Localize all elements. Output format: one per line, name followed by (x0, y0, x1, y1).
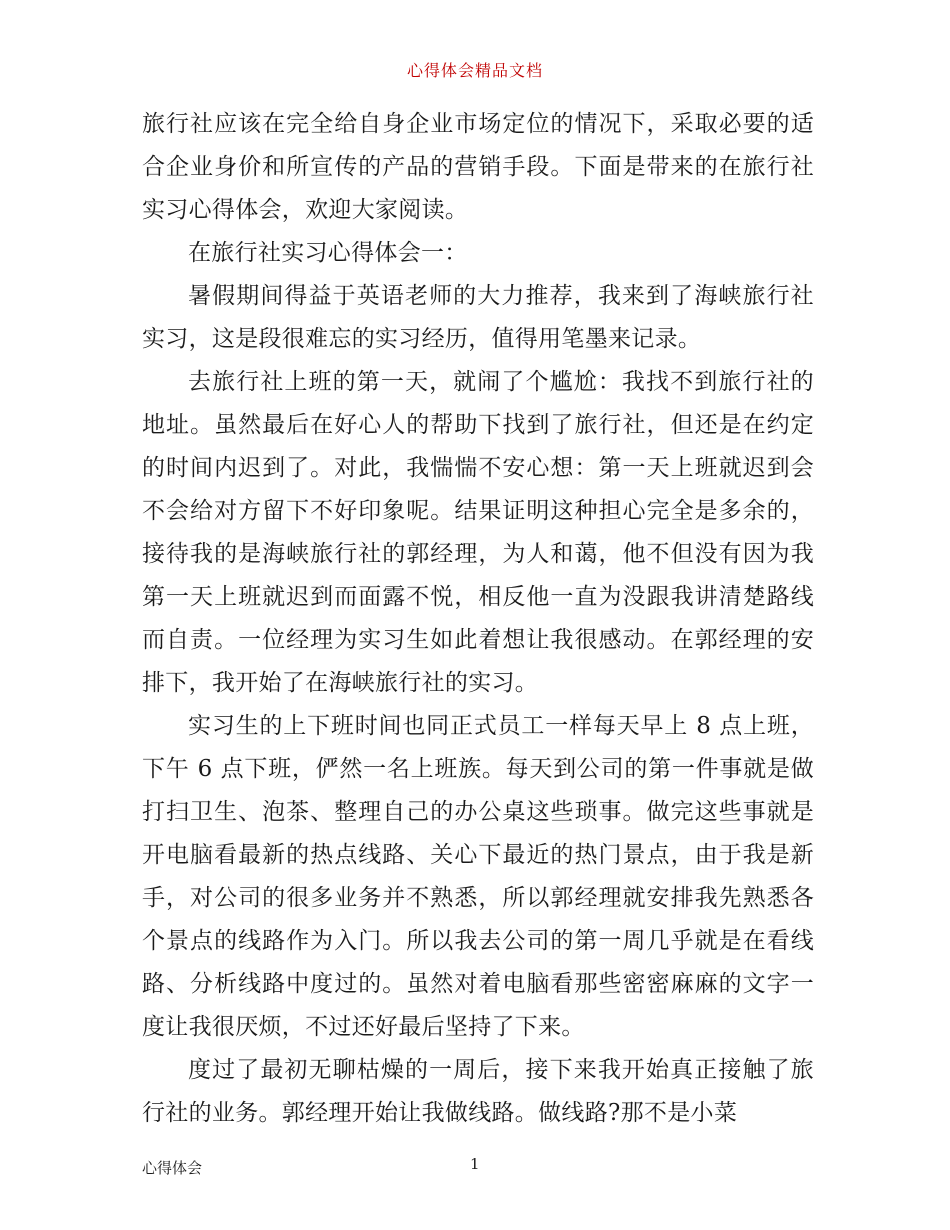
footer-label: 心得体会 (142, 1159, 203, 1177)
body-text (142, 103, 814, 1135)
header-title: 心得体会精品文档 (406, 61, 543, 80)
paragraph-section-heading: 在旅行社实习心得体会一： (188, 240, 468, 266)
paragraph: 实习生的上下班时间也同正式员工一样每天早上 8 点上班，下午 6 点下班，俨然一名上班族。每天到公司的第一件事就是做打扫卫生、泡茶、整理自己的办公桌这些琐事。做完这些事就是开电脑看最新的热点线路、关心下最近的热门景点，由于我是新手，对公司的很多业务并不熟悉，所以郭经理就安排我先熟悉各个景点的线路作为入门。所以我去公司的第一周几乎就是在看线路、分析线路中度过的。虽然对着电脑看那些密密麻麻的文字一度让我很厌烦，不过还好最后坚持了下来。 (142, 713, 814, 1040)
paragraph: 暑假期间得益于英语老师的大力推荐，我来到了海峡旅行社实习，这是段很难忘的实习经历，值得用笔墨来记录。 (142, 283, 814, 352)
paragraph-intro: 旅行社应该在完全给自身企业市场定位的情况下，采取必要的适合企业身价和所宣传的产品的营销手段。下面是带来的在旅行社实习心得体会，欢迎大家阅读。 (142, 111, 814, 223)
paragraph: 去旅行社上班的第一天，就闹了个尴尬：我找不到旅行社的地址。虽然最后在好心人的帮助下找到了旅行社，但还是在约定的时间内迟到了。对此，我惴惴不安心想：第一天上班就迟到会不会给对方留下不好印象呢。结果证明这种担心完全是多余的，接待我的是海峡旅行社的郭经理，为人和蔼，他不但没有因为我第一天上班就迟到而面露不悦，相反他一直为没跟我讲清楚路线而自责。一位经理为实习生如此着想让我很感动。在郭经理的安排下，我开始了在海峡旅行社的实习。 (142, 369, 814, 696)
paragraph: 度过了最初无聊枯燥的一周后，接下来我开始真正接触了旅行社的业务。郭经理开始让我做线路。做线路?那不是小菜 (142, 1057, 814, 1126)
page-number: 1 (470, 1155, 480, 1173)
